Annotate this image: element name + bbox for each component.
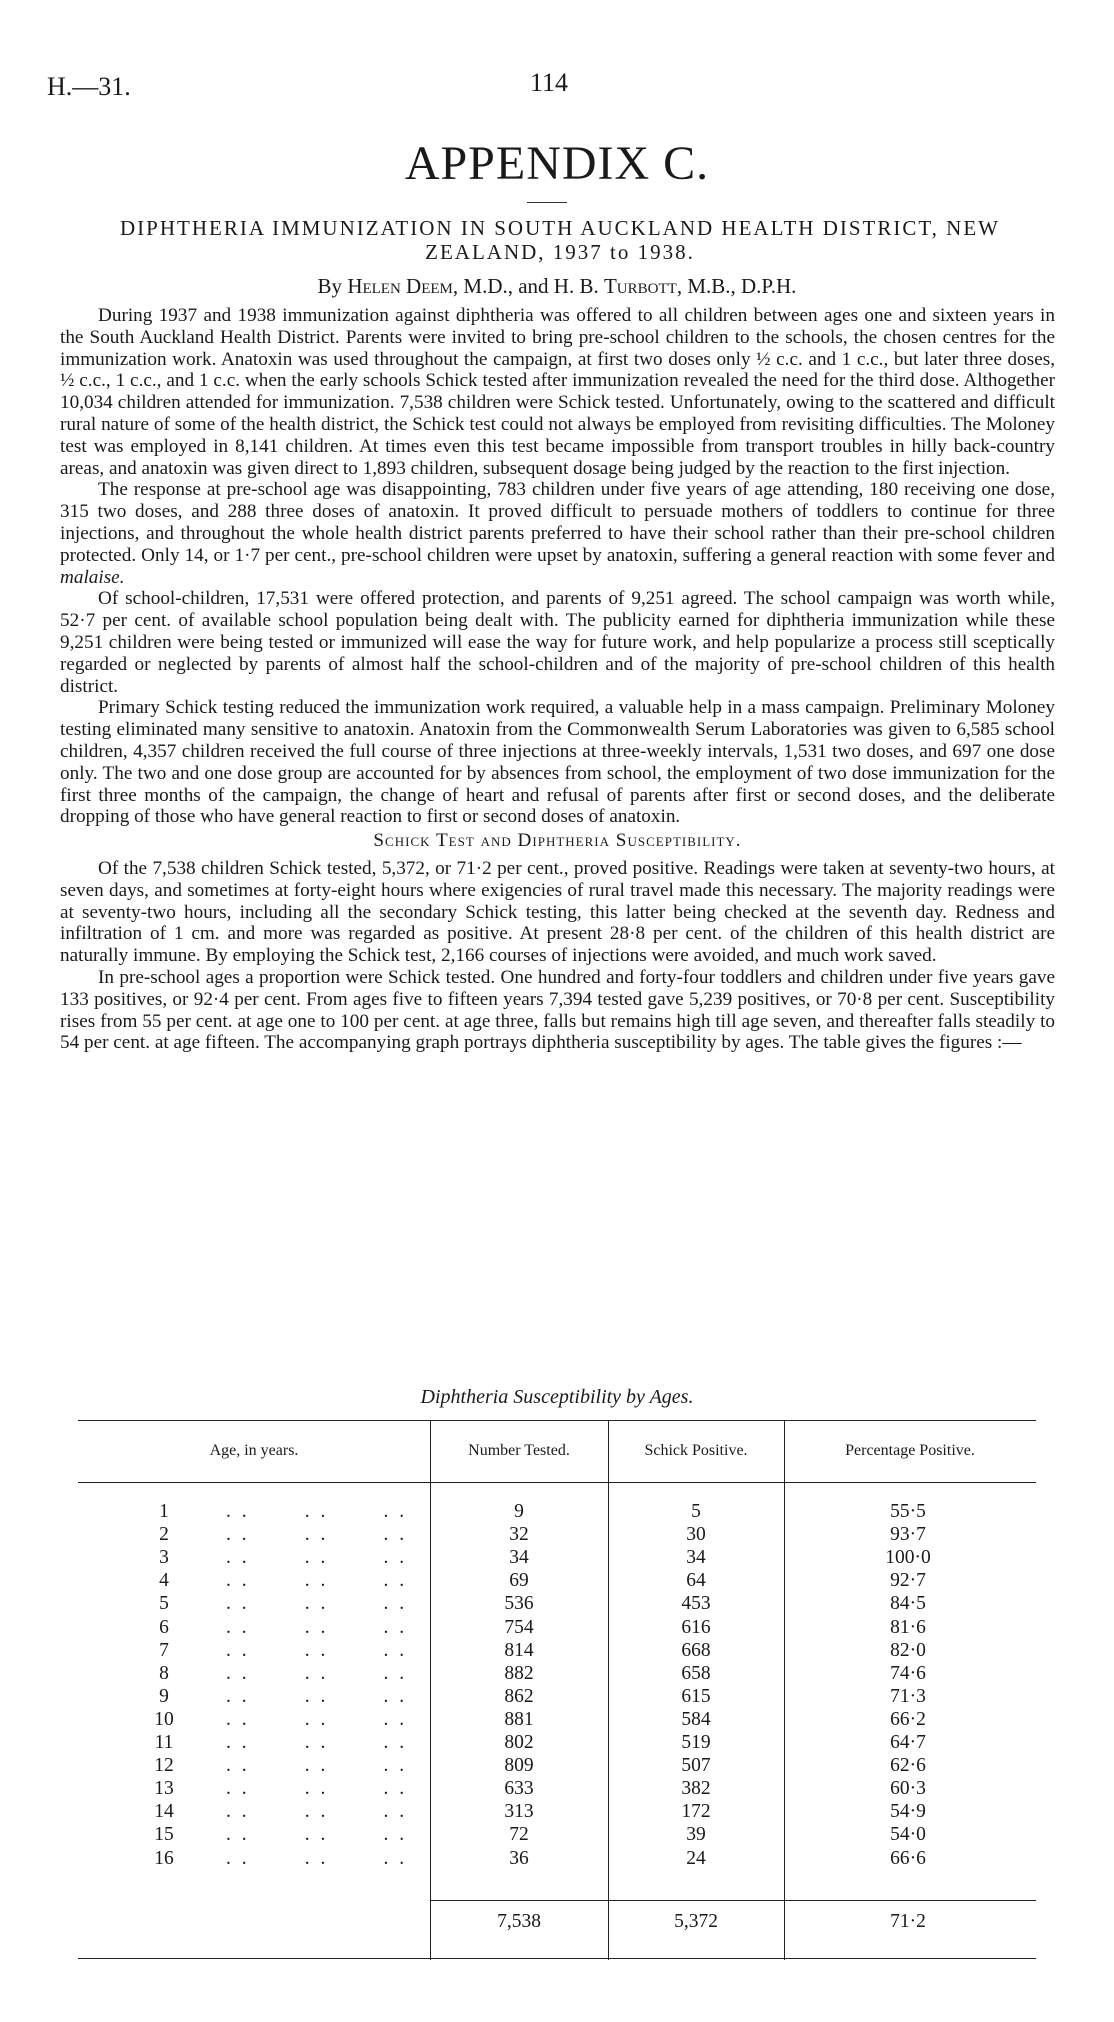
row-age: 16 [154, 1847, 174, 1869]
row-percentage: 66·2 [890, 1708, 926, 1730]
row-age: 15 [154, 1824, 174, 1846]
row-schick-positive: 584 [681, 1708, 711, 1730]
author-name-1: Helen Deem [347, 274, 453, 298]
row-schick-positive: 658 [681, 1662, 711, 1684]
column-header-positive: Schick Positive. [644, 1442, 748, 1459]
row-percentage: 82·0 [890, 1639, 926, 1661]
row-number-tested: 313 [504, 1801, 534, 1823]
paragraph: Primary Schick testing reduced the immunization work required, a valuable help in a mass campaign. Preliminary Moloney testing eliminated many sensitive to anatoxin. Anatoxin from the Commonwealth Serum Laboratories was given to 6,585 school children, 4,357 children received the full course of three injections at three-weekly intervals, 1,531 two doses, and 697 one dose only. The two and one dose group are accounted for by absences from school, the employment of two dose immunization for the first three months of the campaign, the change of heart and refusal of parents after first or second doses, and the deliberate dropping of those who have general reaction to first or second doses of anatoxin. [60, 697, 1055, 828]
row-number-tested: 36 [509, 1847, 529, 1869]
row-schick-positive: 382 [681, 1778, 711, 1800]
title-divider [527, 202, 567, 203]
row-schick-positive: 507 [681, 1755, 711, 1777]
total-percentage: 71·2 [890, 1911, 926, 1932]
row-percentage: 81·6 [890, 1616, 926, 1638]
leader-dots: . . . . . . [226, 1501, 408, 1522]
column-divider [430, 1420, 431, 1960]
body-text [60, 305, 1055, 1054]
row-schick-positive: 668 [681, 1639, 711, 1661]
row-number-tested: 882 [504, 1662, 534, 1684]
document-reference: H.—31. [47, 72, 131, 101]
total-positive: 5,372 [674, 1911, 718, 1932]
row-percentage: 84·5 [890, 1593, 926, 1615]
row-age: 14 [154, 1801, 174, 1823]
row-number-tested: 32 [509, 1524, 529, 1546]
byline [0, 274, 1114, 299]
leader-dots: . . . . . . [226, 1662, 408, 1684]
leader-dots: . . . . . . [226, 1847, 408, 1869]
row-number-tested: 881 [504, 1708, 534, 1730]
row-age: 6 [159, 1616, 169, 1638]
row-percentage: 66·6 [890, 1847, 926, 1869]
leader-dots: . . . . . . [226, 1732, 408, 1753]
row-age: 12 [154, 1755, 174, 1777]
paragraph-text: The response at pre-school age was disappointing, 783 children under five years of age attending, 180 receiving one dose, 315 two doses, and 288 three doses of anatoxin. It proved difficult to persuade mothers of toddlers to continue for three injections, and throughout the whole health district parents preferred to have their school rather than their pre-school children protected. Only 14, or 1·7 per cent., pre-school children were upset by anatoxin, suffering a general reaction with some fever and [60, 479, 1055, 566]
italic-term: malaise. [60, 566, 125, 588]
table-header-rule [78, 1482, 1036, 1483]
author-quals-1: , M.D., and H. B. [452, 274, 599, 298]
row-percentage: 60·3 [890, 1778, 926, 1800]
row-number-tested: 633 [504, 1778, 534, 1800]
leader-dots: . . . . . . [226, 1616, 408, 1638]
row-schick-positive: 615 [681, 1685, 711, 1707]
section-heading: Schick Test and Diphtheria Susceptibility. [373, 830, 742, 852]
row-percentage: 64·7 [890, 1732, 926, 1753]
row-percentage: 62·6 [890, 1755, 926, 1777]
row-number-tested: 809 [504, 1755, 534, 1777]
leader-dots: . . . . . . [226, 1593, 408, 1615]
row-schick-positive: 24 [686, 1847, 706, 1869]
row-number-tested: 34 [509, 1547, 529, 1569]
paragraph: In pre-school ages a proportion were Schick tested. One hundred and forty-four toddlers and children under five years gave 133 positives, or 92·4 per cent. From ages five to fifteen years 7,394 tested gave 5,239 positives, or 70·8 per cent. Susceptibility rises from 55 per cent. at age one to 100 per cent. at age three, falls but remains high till age seven, and thereafter falls steadily to 54 per cent. at age fifteen. The accompanying graph portrays diphtheria susceptibility by ages. The table gives the figures :— [60, 966, 1055, 1054]
total-tested: 7,538 [497, 1911, 541, 1932]
row-number-tested: 72 [509, 1824, 529, 1846]
byline-by: By [317, 274, 343, 298]
row-schick-positive: 616 [681, 1616, 711, 1638]
paragraph: Of school-children, 17,531 were offered protection, and parents of 9,251 agreed. The school campaign was worth while, 52·7 per cent. of available school population being dealt with. The publicity earned for diphtheria immunization while these 9,251 children were being tested or immunized will ease the way for future work, and help popularize a process still sceptically regarded or neglected by parents of almost half the school-children and of the majority of pre-school children of this health district. [60, 588, 1055, 697]
leader-dots: . . . . . . [226, 1547, 408, 1569]
leader-dots: . . . . . . [226, 1639, 408, 1661]
row-age: 5 [159, 1593, 169, 1615]
paragraph [60, 479, 1055, 588]
table-caption: Diphtheria Susceptibility by Ages. [420, 1386, 694, 1408]
column-header-age: Age, in years. [209, 1442, 299, 1459]
row-schick-positive: 30 [686, 1524, 706, 1546]
leader-dots: . . . . . . [226, 1778, 408, 1800]
susceptibility-table [78, 1420, 1036, 1960]
column-header-percentage: Percentage Positive. [845, 1442, 975, 1459]
row-number-tested: 536 [504, 1593, 534, 1615]
leader-dots: . . . . . . [226, 1801, 408, 1823]
row-percentage: 93·7 [890, 1524, 926, 1546]
author-name-2: Turbott [603, 274, 677, 298]
row-age: 7 [159, 1639, 169, 1661]
leader-dots: . . . . . . [226, 1524, 408, 1546]
row-age: 2 [159, 1524, 169, 1546]
row-percentage: 54·0 [890, 1824, 926, 1846]
row-age: 13 [154, 1778, 174, 1800]
column-divider [784, 1420, 785, 1960]
row-age: 8 [159, 1662, 169, 1684]
row-number-tested: 9 [514, 1501, 524, 1522]
row-schick-positive: 64 [686, 1570, 706, 1592]
row-percentage: 55·5 [890, 1501, 926, 1522]
row-schick-positive: 172 [681, 1801, 711, 1823]
row-age: 9 [159, 1685, 169, 1707]
paragraph: During 1937 and 1938 immunization against diphtheria was offered to all children between ages one and sixteen years in the South Auckland Health District. Parents were invited to bring pre-school children to the schools, the chosen centres for the immunization work. Anatoxin was used throughout the campaign, at first two doses only ½ c.c. and 1 c.c., but later three doses, ½ c.c., 1 c.c., and 1 c.c. when the early schools Schick tested after immunization revealed the need for the third dose. Althogether 10,034 children attended for immunization. 7,538 children were Schick tested. Unfortunately, owing to the scattered and difficult rural nature of some of the health district, the Schick test could not always be employed from revisiting difficulties. The Moloney test was employed in 8,141 children. At times even this test became impossible from transport troubles in hilly back-country areas, and anatoxin was given direct to 1,893 children, subsequent dosage being judged by the reaction to the first injection. [60, 305, 1055, 479]
row-percentage: 54·9 [890, 1801, 926, 1823]
row-age: 4 [159, 1570, 169, 1592]
row-schick-positive: 39 [686, 1824, 706, 1846]
row-age: 1 [159, 1501, 169, 1522]
column-divider [608, 1420, 609, 1960]
row-age: 11 [154, 1732, 174, 1753]
article-title-line-2: ZEALAND, 1937 to 1938. [425, 240, 695, 264]
leader-dots: . . . . . . [226, 1824, 408, 1846]
article-title [60, 216, 1060, 264]
author-quals-2: , M.B., D.P.H. [676, 274, 797, 298]
row-number-tested: 802 [504, 1732, 534, 1753]
row-percentage: 71·3 [890, 1685, 926, 1707]
row-schick-positive: 34 [686, 1547, 706, 1569]
row-number-tested: 862 [504, 1685, 534, 1707]
paragraph: Of the 7,538 children Schick tested, 5,372, or 71·2 per cent., proved positive. Readings were taken at seventy-two hours, at seven days, and sometimes at forty-eight hours where exigencies of rural travel made this necessary. The majority readings were at seventy-two hours, including all the secondary Schick testing, this latter being checked at the seventh day. Redness and infiltration of 1 cm. and more was regarded as positive. At present 28·8 per cent. of the children of this health district are naturally immune. By employing the Schick test, 2,166 courses of injections were avoided, and much work saved. [60, 857, 1055, 967]
page-number: 114 [530, 68, 569, 97]
totals-rule [430, 1900, 1036, 1901]
column-header-tested: Number Tested. [468, 1442, 570, 1459]
row-number-tested: 814 [504, 1639, 534, 1661]
row-schick-positive: 5 [691, 1501, 701, 1522]
leader-dots: . . . . . . [226, 1755, 408, 1777]
row-age: 10 [154, 1708, 174, 1730]
leader-dots: . . . . . . [226, 1570, 408, 1592]
row-schick-positive: 453 [681, 1593, 711, 1615]
row-number-tested: 69 [509, 1570, 529, 1592]
leader-dots: . . . . . . [226, 1708, 408, 1730]
appendix-title: APPENDIX C. [404, 137, 710, 190]
row-percentage: 74·6 [890, 1662, 926, 1684]
article-title-line-1: DIPHTHERIA IMMUNIZATION IN SOUTH AUCKLAND HEALTH DISTRICT, NEW [120, 216, 1000, 240]
row-percentage: 100·0 [885, 1547, 931, 1569]
row-percentage: 92·7 [890, 1570, 926, 1592]
table-bottom-rule [78, 1958, 1036, 1959]
row-schick-positive: 519 [681, 1732, 711, 1753]
row-number-tested: 754 [504, 1616, 534, 1638]
row-age: 3 [159, 1547, 169, 1569]
leader-dots: . . . . . . [226, 1685, 408, 1707]
